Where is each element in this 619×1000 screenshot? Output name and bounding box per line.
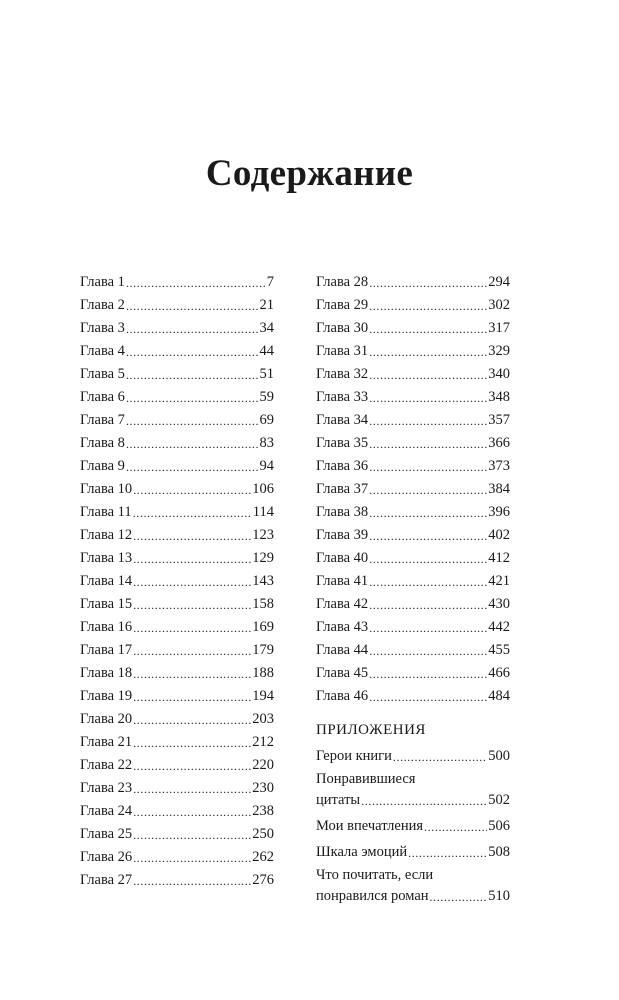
toc-entry[interactable] bbox=[80, 498, 274, 521]
toc-entry-page-number: 212 bbox=[252, 734, 274, 750]
toc-entry-label: Глава 30 bbox=[316, 320, 369, 336]
dot-leader bbox=[133, 644, 251, 659]
toc-entry-label: Глава 7 bbox=[80, 412, 125, 428]
toc-entry-label: Глава 9 bbox=[80, 458, 125, 474]
dot-leader bbox=[369, 621, 487, 636]
dot-leader bbox=[369, 322, 487, 337]
appendix-entry[interactable] bbox=[316, 838, 510, 861]
toc-entry-page-number: 129 bbox=[252, 550, 274, 566]
toc-entry-label: Глава 35 bbox=[316, 435, 369, 451]
toc-entry[interactable] bbox=[80, 360, 274, 383]
dot-leader bbox=[133, 506, 252, 521]
appendix-entry-line2 bbox=[316, 885, 510, 905]
toc-entry[interactable] bbox=[316, 383, 510, 406]
toc-entry-page-number: 348 bbox=[488, 389, 510, 405]
dot-leader bbox=[126, 345, 259, 360]
toc-entry-label: Глава 38 bbox=[316, 504, 369, 520]
toc-entry[interactable] bbox=[80, 383, 274, 406]
toc-entry[interactable] bbox=[80, 406, 274, 429]
toc-entry-page-number: 276 bbox=[252, 872, 274, 888]
toc-entry-page-number: 340 bbox=[488, 366, 510, 382]
dot-leader bbox=[369, 575, 487, 590]
dot-leader bbox=[369, 506, 487, 521]
toc-entry[interactable] bbox=[80, 774, 274, 797]
toc-entry[interactable] bbox=[80, 567, 274, 590]
toc-entry-label: Герои книги bbox=[316, 748, 392, 764]
toc-entry-page-number: 34 bbox=[259, 320, 274, 336]
dot-leader bbox=[369, 368, 487, 383]
dot-leader bbox=[369, 391, 487, 406]
toc-entry-label: Глава 22 bbox=[80, 757, 133, 773]
dot-leader bbox=[369, 345, 487, 360]
toc-entry-page-number: 502 bbox=[488, 792, 510, 808]
dot-leader bbox=[126, 322, 259, 337]
toc-entry-page-number: 44 bbox=[259, 343, 274, 359]
toc-entry[interactable] bbox=[316, 544, 510, 567]
dot-leader bbox=[133, 483, 251, 498]
toc-right-chapters bbox=[316, 268, 510, 705]
dot-leader bbox=[126, 368, 259, 383]
toc-entry-label: Глава 11 bbox=[80, 504, 132, 520]
toc-entry[interactable] bbox=[316, 429, 510, 452]
toc-entry-page-number: 59 bbox=[259, 389, 274, 405]
dot-leader bbox=[133, 713, 251, 728]
dot-leader bbox=[126, 460, 259, 475]
toc-entry-page-number: 238 bbox=[252, 803, 274, 819]
toc-entry[interactable] bbox=[316, 452, 510, 475]
toc-entry-label: Глава 24 bbox=[80, 803, 133, 819]
toc-entry-page-number: 250 bbox=[252, 826, 274, 842]
appendix-entry-label-line1: Понравившиеся bbox=[316, 771, 416, 787]
toc-entry-page-number: 169 bbox=[252, 619, 274, 635]
dot-leader bbox=[133, 529, 251, 544]
toc-entry-label: Глава 17 bbox=[80, 642, 133, 658]
toc-entry-page-number: 329 bbox=[488, 343, 510, 359]
dot-leader bbox=[133, 828, 251, 843]
toc-entry[interactable] bbox=[80, 521, 274, 544]
appendix-entry-label-line1: Что почитать, если bbox=[316, 867, 434, 883]
dot-leader bbox=[126, 276, 266, 291]
toc-entry-page-number: 317 bbox=[488, 320, 510, 336]
toc-entry[interactable] bbox=[80, 843, 274, 866]
toc-entry-page-number: 194 bbox=[252, 688, 274, 704]
toc-entry-page-number: 357 bbox=[488, 412, 510, 428]
toc-entry[interactable] bbox=[316, 406, 510, 429]
toc-entry[interactable] bbox=[316, 567, 510, 590]
toc-entry-label: Глава 23 bbox=[80, 780, 133, 796]
toc-entry-page-number: 114 bbox=[252, 504, 274, 520]
toc-entry-page-number: 188 bbox=[252, 665, 274, 681]
toc-entry-label: Глава 10 bbox=[80, 481, 133, 497]
dot-leader bbox=[133, 552, 251, 567]
toc-entry[interactable] bbox=[316, 291, 510, 314]
dot-leader bbox=[133, 598, 251, 613]
toc-entry-page-number: 384 bbox=[488, 481, 510, 497]
toc-entry-page-number: 230 bbox=[252, 780, 274, 796]
toc-entry-label: Глава 4 bbox=[80, 343, 125, 359]
toc-entry-label: Глава 16 bbox=[80, 619, 133, 635]
toc-entry-label: Мои впечатления bbox=[316, 818, 424, 834]
toc-entry[interactable] bbox=[80, 751, 274, 774]
toc-entry[interactable] bbox=[316, 613, 510, 636]
dot-leader bbox=[126, 437, 259, 452]
toc-entry-page-number: 203 bbox=[252, 711, 274, 727]
dot-leader bbox=[133, 759, 251, 774]
appendix-list bbox=[316, 742, 510, 905]
toc-entry[interactable] bbox=[80, 452, 274, 475]
toc-entry[interactable] bbox=[80, 820, 274, 843]
toc-entry-page-number: 506 bbox=[488, 818, 510, 834]
toc-entry-label: Глава 18 bbox=[80, 665, 133, 681]
appendix-entry[interactable] bbox=[316, 742, 510, 765]
dot-leader bbox=[133, 621, 251, 636]
toc-entry[interactable] bbox=[316, 268, 510, 291]
toc-entry-label: Глава 3 bbox=[80, 320, 125, 336]
dot-leader bbox=[369, 690, 487, 705]
toc-entry-label: Глава 26 bbox=[80, 849, 133, 865]
toc-entry[interactable] bbox=[316, 682, 510, 705]
toc-entry-label: Глава 13 bbox=[80, 550, 133, 566]
toc-entry-page-number: 69 bbox=[259, 412, 274, 428]
toc-entry-page-number: 94 bbox=[259, 458, 274, 474]
toc-entry[interactable] bbox=[80, 590, 274, 613]
toc-entry-label: Глава 39 bbox=[316, 527, 369, 543]
dot-leader bbox=[369, 437, 487, 452]
dot-leader bbox=[126, 391, 259, 406]
toc-entry-label: Глава 15 bbox=[80, 596, 133, 612]
toc-entry-page-number: 366 bbox=[488, 435, 510, 451]
dot-leader bbox=[424, 820, 487, 835]
toc-entry[interactable] bbox=[80, 544, 274, 567]
page-title: Содержание bbox=[205, 153, 414, 194]
toc-entry[interactable] bbox=[80, 659, 274, 682]
toc-entry-label: Глава 36 bbox=[316, 458, 369, 474]
dot-leader bbox=[369, 483, 487, 498]
toc-entry[interactable] bbox=[80, 613, 274, 636]
toc-entry-page-number: 51 bbox=[259, 366, 274, 382]
toc-entry-page-number: 7 bbox=[266, 274, 274, 290]
toc-entry[interactable] bbox=[80, 728, 274, 751]
toc-entry-label: Глава 8 bbox=[80, 435, 125, 451]
toc-entry-page-number: 302 bbox=[488, 297, 510, 313]
dot-leader bbox=[408, 846, 487, 861]
dot-leader bbox=[133, 851, 251, 866]
dot-leader bbox=[369, 644, 487, 659]
toc-entry-page-number: 106 bbox=[252, 481, 274, 497]
toc-entry-label: Глава 33 bbox=[316, 389, 369, 405]
toc-entry[interactable] bbox=[80, 268, 274, 291]
toc-entry-page-number: 510 bbox=[488, 888, 510, 904]
toc-entry-page-number: 442 bbox=[488, 619, 510, 635]
toc-entry[interactable] bbox=[80, 429, 274, 452]
dot-leader bbox=[430, 890, 488, 905]
appendix-entry-line2 bbox=[316, 789, 510, 809]
dot-leader bbox=[393, 750, 487, 765]
toc-entry[interactable] bbox=[80, 291, 274, 314]
appendix-entry[interactable] bbox=[316, 812, 510, 835]
toc-entry-label: Глава 19 bbox=[80, 688, 133, 704]
toc-entry-page-number: 500 bbox=[488, 748, 510, 764]
toc-entry-page-number: 484 bbox=[488, 688, 510, 704]
dot-leader bbox=[369, 598, 487, 613]
toc-entry-page-number: 220 bbox=[252, 757, 274, 773]
toc-entry-page-number: 179 bbox=[252, 642, 274, 658]
toc-entry[interactable] bbox=[80, 866, 274, 889]
dot-leader bbox=[133, 736, 251, 751]
appendix-entry[interactable] bbox=[316, 865, 510, 905]
toc-entry-page-number: 158 bbox=[252, 596, 274, 612]
toc-entry[interactable] bbox=[316, 337, 510, 360]
dot-leader bbox=[369, 460, 487, 475]
toc-entry[interactable] bbox=[316, 659, 510, 682]
toc-entry-label: Глава 43 bbox=[316, 619, 369, 635]
toc-entry-label: Глава 27 bbox=[80, 872, 133, 888]
toc-entry-label: Глава 44 bbox=[316, 642, 369, 658]
toc-left-column bbox=[80, 268, 274, 889]
toc-entry-page-number: 412 bbox=[488, 550, 510, 566]
toc-entry-label: Глава 34 bbox=[316, 412, 369, 428]
toc-entry[interactable] bbox=[80, 337, 274, 360]
toc-entry-page-number: 294 bbox=[488, 274, 510, 290]
toc-entry-label: Глава 41 bbox=[316, 573, 369, 589]
toc-entry[interactable] bbox=[316, 498, 510, 521]
toc-entry-page-number: 421 bbox=[488, 573, 510, 589]
toc-entry-label: Глава 37 bbox=[316, 481, 369, 497]
toc-entry[interactable] bbox=[316, 360, 510, 383]
appendix-entry[interactable] bbox=[316, 769, 510, 809]
dot-leader bbox=[133, 575, 251, 590]
toc-entry-label: цитаты bbox=[316, 792, 361, 808]
dot-leader bbox=[133, 874, 251, 889]
toc-entry-page-number: 123 bbox=[252, 527, 274, 543]
toc-entry-label: Глава 32 bbox=[316, 366, 369, 382]
toc-entry-label: Глава 21 bbox=[80, 734, 133, 750]
toc-entry-label: Глава 29 bbox=[316, 297, 369, 313]
toc-entry[interactable] bbox=[80, 797, 274, 820]
toc-entry-page-number: 430 bbox=[488, 596, 510, 612]
toc-entry-label: Глава 42 bbox=[316, 596, 369, 612]
toc-entry-label: Глава 28 bbox=[316, 274, 369, 290]
toc-entry-page-number: 262 bbox=[252, 849, 274, 865]
dot-leader bbox=[133, 805, 251, 820]
toc-entry[interactable] bbox=[80, 705, 274, 728]
dot-leader bbox=[133, 690, 251, 705]
toc-right-column bbox=[316, 268, 510, 905]
dot-leader bbox=[133, 667, 251, 682]
toc-entry-page-number: 373 bbox=[488, 458, 510, 474]
toc-entry[interactable] bbox=[316, 521, 510, 544]
toc-entry-page-number: 402 bbox=[488, 527, 510, 543]
dot-leader bbox=[126, 299, 259, 314]
dot-leader bbox=[369, 414, 487, 429]
toc-entry-label: Глава 25 bbox=[80, 826, 133, 842]
toc-entry-label: Шкала эмоций bbox=[316, 844, 408, 860]
toc-entry-label: Глава 31 bbox=[316, 343, 369, 359]
toc-entry-label: Глава 46 bbox=[316, 688, 369, 704]
toc-entry-label: Глава 45 bbox=[316, 665, 369, 681]
toc-entry[interactable] bbox=[80, 682, 274, 705]
toc-entry-page-number: 396 bbox=[488, 504, 510, 520]
dot-leader bbox=[133, 782, 251, 797]
toc-entry-page-number: 455 bbox=[488, 642, 510, 658]
toc-entry-page-number: 508 bbox=[488, 844, 510, 860]
dot-leader bbox=[369, 276, 487, 291]
toc-entry-label: Глава 2 bbox=[80, 297, 125, 313]
toc-entry[interactable] bbox=[316, 636, 510, 659]
dot-leader bbox=[369, 529, 487, 544]
dot-leader bbox=[369, 667, 487, 682]
toc-entry[interactable] bbox=[80, 475, 274, 498]
toc-entry[interactable] bbox=[316, 314, 510, 337]
toc-entry-page-number: 83 bbox=[259, 435, 274, 451]
dot-leader bbox=[126, 414, 259, 429]
toc-entry-label: Глава 40 bbox=[316, 550, 369, 566]
toc-entry[interactable] bbox=[316, 475, 510, 498]
toc-entry-label: Глава 12 bbox=[80, 527, 133, 543]
toc-entry-label: Глава 6 bbox=[80, 389, 125, 405]
toc-entry-page-number: 466 bbox=[488, 665, 510, 681]
toc-entry-page-number: 143 bbox=[252, 573, 274, 589]
toc-entry-label: Глава 5 bbox=[80, 366, 125, 382]
toc-entry-label: Глава 20 bbox=[80, 711, 133, 727]
dot-leader bbox=[361, 794, 487, 809]
toc-entry-label: понравился роман bbox=[316, 888, 429, 904]
toc-entry-page-number: 21 bbox=[259, 297, 274, 313]
toc-entry[interactable] bbox=[316, 590, 510, 613]
dot-leader bbox=[369, 552, 487, 567]
toc-entry-label: Глава 14 bbox=[80, 573, 133, 589]
appendix-heading: ПРИЛОЖЕНИЯ bbox=[316, 722, 426, 738]
toc-entry[interactable] bbox=[80, 314, 274, 337]
toc-entry[interactable] bbox=[80, 636, 274, 659]
toc-entry-label: Глава 1 bbox=[80, 274, 125, 290]
dot-leader bbox=[369, 299, 487, 314]
